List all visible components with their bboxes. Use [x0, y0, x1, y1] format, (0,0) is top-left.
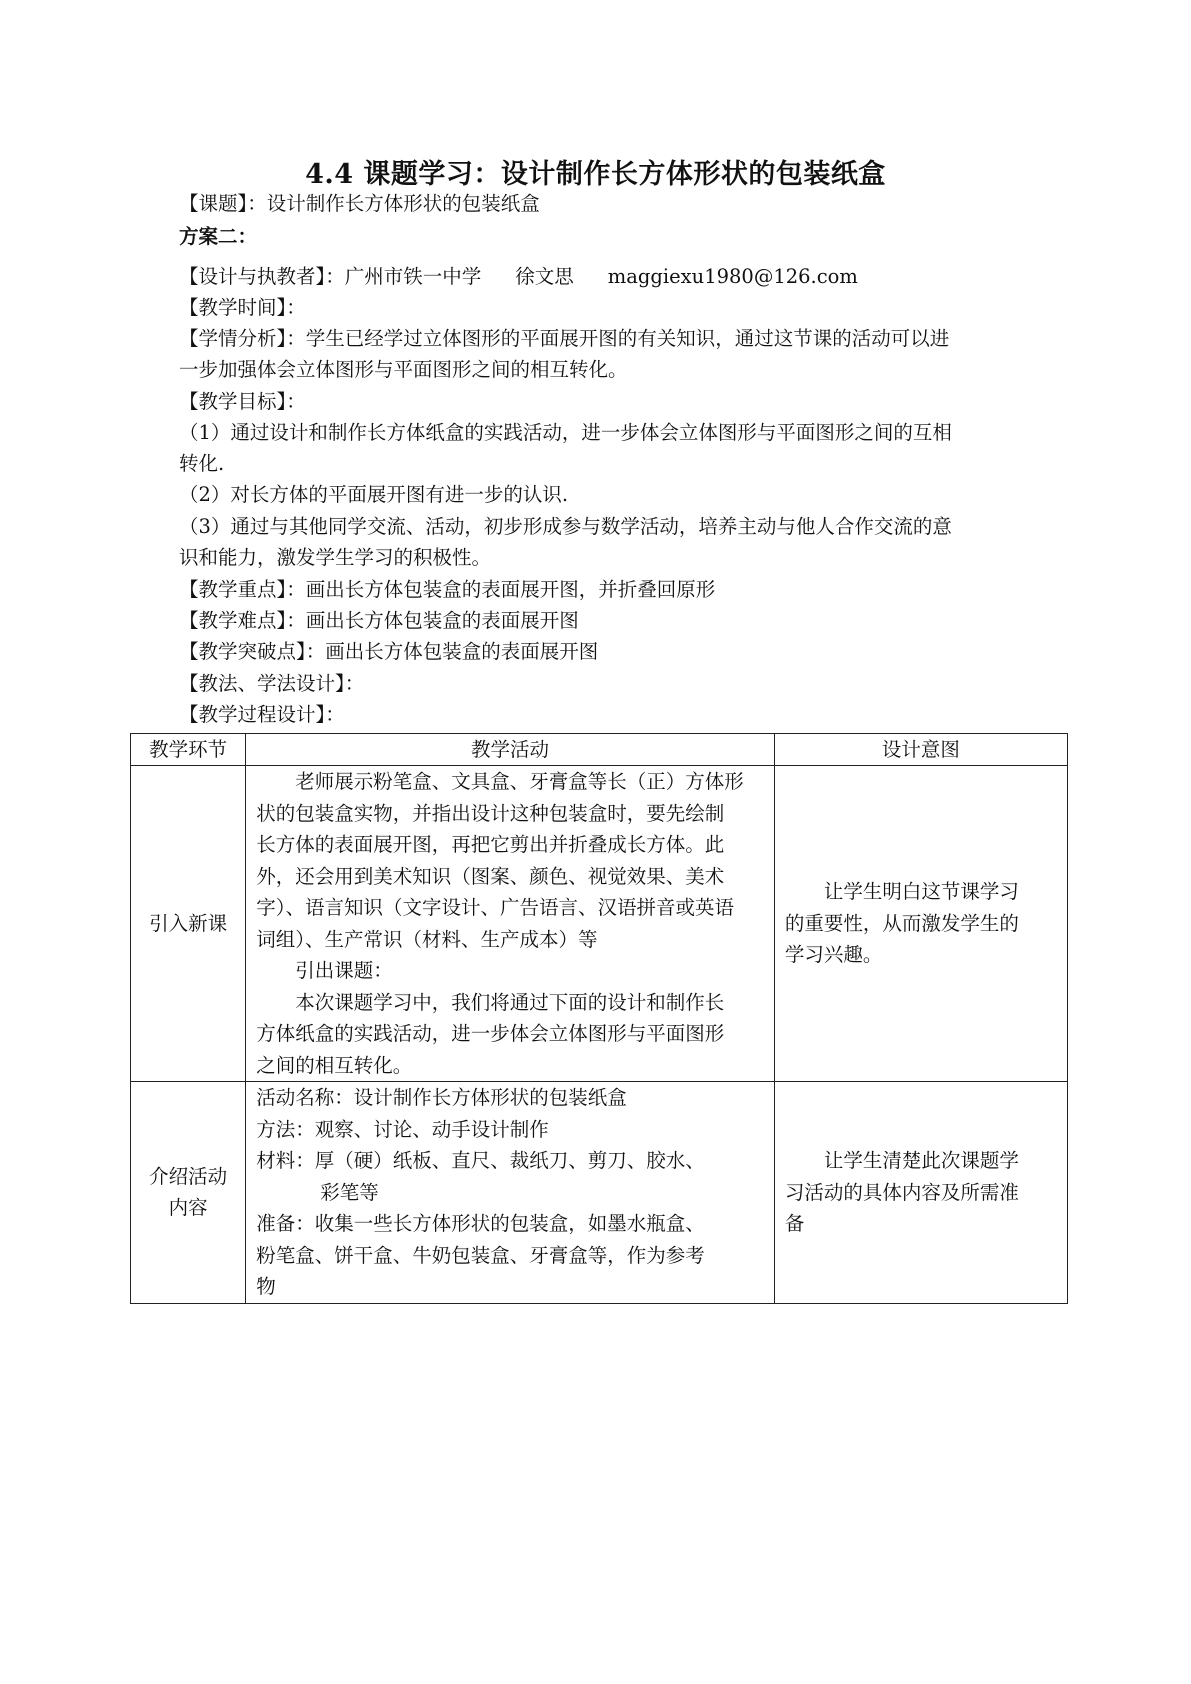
plan-heading: 方案二： — [179, 225, 258, 248]
objectives-label: 【教学目标】： — [179, 390, 306, 413]
activity-text: 粉笔盒、饼干盒、牛奶包装盒、牙膏盒等，作为参考 — [256, 1243, 705, 1267]
activity-text: 长方体的表面展开图，再把它剪出并折叠成长方体。此 — [256, 833, 725, 856]
activity-text: 方法：观察、讨论、动手设计制作 — [256, 1117, 549, 1141]
page-title: 4.4 课题学习：设计制作长方体形状的包装纸盒 — [305, 159, 886, 190]
objective-line-1: （1）通过设计和制作长方体纸盒的实践活动，进一步体会立体图形与平面图形之间的互相 — [179, 421, 952, 444]
header-activity: 教学活动 — [246, 734, 775, 766]
objective-line-4: （3）通过与其他同学交流、活动，初步形成参与数学活动，培养主动与他人合作交流的意 — [179, 515, 952, 538]
intent-text: 让学生清楚此次课题学 — [823, 1149, 1019, 1172]
intent-text: 让学生明白这节课学习 — [823, 880, 1019, 904]
activity-text: 状的包装盒实物，并指出设计这种包装盒时，要先绘制 — [256, 801, 725, 825]
activity-text: 词组）、生产常识（材料、生产成本）等 — [256, 927, 598, 951]
intent-text: 习活动的具体内容及所需准 — [784, 1180, 1019, 1204]
stage-cell: 引入新课 — [131, 766, 246, 1082]
analysis-line-1: 【学情分析】：学生已经学过立体图形的平面展开图的有关知识，通过这节课的活动可以进 — [179, 327, 950, 350]
teaching-time-line: 【教学时间】： — [179, 296, 306, 319]
stage-cell — [131, 1082, 246, 1304]
method-design-line: 【教法、学法设计】： — [179, 672, 365, 695]
objective-line-5: 识和能力，激发学生学习的积极性。 — [179, 546, 492, 569]
stage-text: 内容 — [168, 1196, 208, 1220]
header-stage: 教学环节 — [131, 734, 246, 766]
designer-name: 徐文思 — [515, 265, 574, 288]
table-header-row — [131, 734, 1068, 766]
objective-line-3: （2）对长方体的平面展开图有进一步的认识. — [179, 483, 569, 506]
activity-text: 活动名称：设计制作长方体形状的包装纸盒 — [256, 1086, 627, 1109]
intent-cell — [774, 766, 1067, 1082]
objective-line-2: 转化. — [179, 452, 225, 475]
intent-cell — [774, 1082, 1067, 1304]
activity-text: 字）、语言知识（文字设计、广告语言、汉语拼音或英语 — [256, 896, 735, 919]
activity-text: 彩笔等 — [320, 1180, 379, 1204]
stage-text: 介绍活动 — [149, 1164, 228, 1188]
designer-label: 【设计与执教者】：广州市铁一中学 — [179, 265, 482, 288]
table-row — [131, 1082, 1068, 1304]
intent-text: 备 — [784, 1212, 805, 1235]
activity-text: 物 — [256, 1275, 276, 1298]
activity-text: 准备：收集一些长方体形状的包装盒，如墨水瓶盒、 — [256, 1212, 705, 1235]
activity-text: 引出课题： — [295, 959, 393, 982]
designer-line — [179, 263, 858, 291]
difficulty-line: 【教学难点】：画出长方体包装盒的表面展开图 — [179, 609, 579, 632]
activity-text: 本次课题学习中，我们将通过下面的设计和制作长 — [295, 990, 725, 1014]
process-table — [130, 733, 1068, 1304]
activity-text: 老师展示粉笔盒、文具盒、牙膏盒等长（正）方体形 — [295, 770, 744, 793]
process-design-line: 【教学过程设计】： — [179, 703, 345, 726]
analysis-line-2: 一步加强体会立体图形与平面图形之间的相互转化。 — [179, 358, 628, 381]
activity-text: 外，还会用到美术知识（图案、颜色、视觉效果、美术 — [256, 864, 725, 888]
intent-text: 学习兴趣。 — [784, 943, 883, 967]
activity-text: 方体纸盒的实践活动，进一步体会立体图形与平面图形 — [256, 1022, 725, 1045]
table-row — [131, 766, 1068, 1082]
activity-cell — [246, 766, 775, 1082]
activity-cell — [246, 1082, 775, 1304]
topic-line: 【课题】：设计制作长方体形状的包装纸盒 — [179, 192, 540, 215]
intent-text: 的重要性，从而激发学生的 — [784, 911, 1019, 935]
header-intent: 设计意图 — [774, 734, 1067, 766]
activity-text: 之间的相互转化。 — [256, 1053, 413, 1077]
activity-text: 材料：厚（硬）纸板、直尺、裁纸刀、剪刀、胶水、 — [256, 1149, 705, 1172]
designer-email: maggiexu1980@126.com — [607, 265, 858, 288]
breakthrough-line: 【教学突破点】：画出长方体包装盒的表面展开图 — [179, 640, 599, 663]
key-point-line: 【教学重点】：画出长方体包装盒的表面展开图，并折叠回原形 — [179, 578, 716, 601]
